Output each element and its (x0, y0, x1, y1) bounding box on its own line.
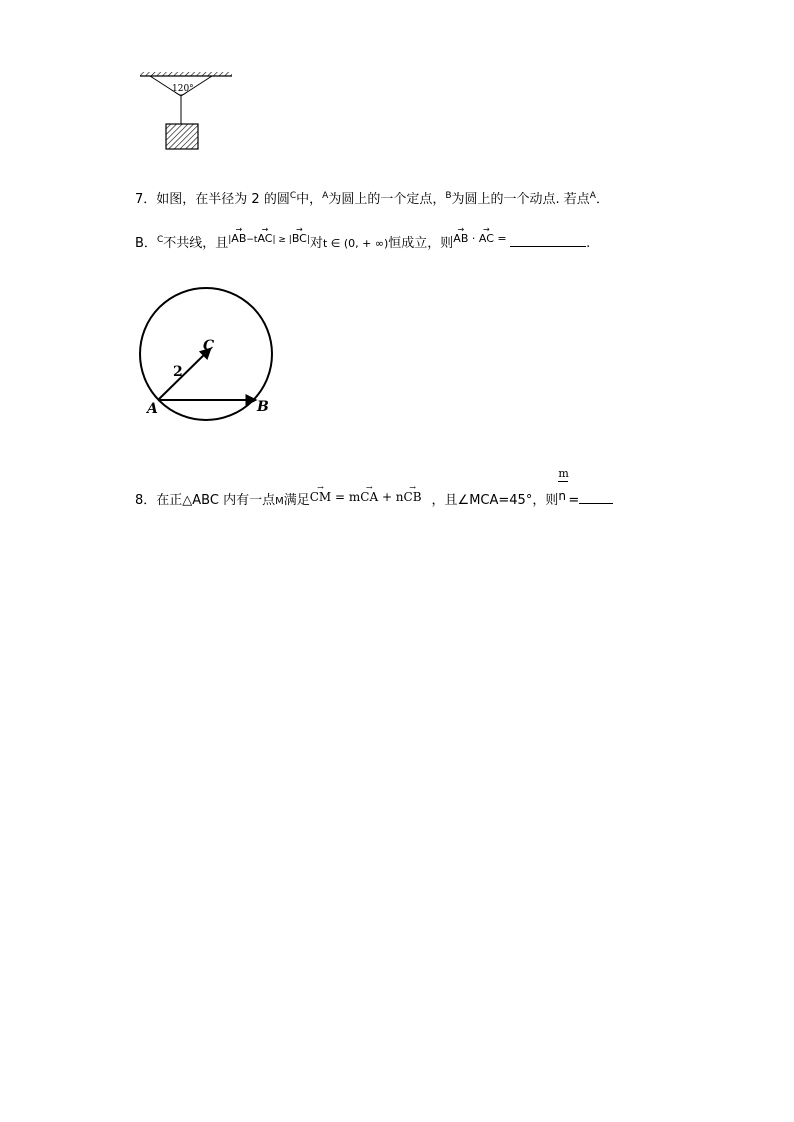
answer-blank-7[interactable] (510, 234, 586, 247)
point-b-2: B (135, 236, 144, 251)
inequality: $^|\to AB^{-t}\to AC^|$ ≥ |→ BC| (228, 237, 310, 250)
vector-equation: → CM = m→ CA + n→ CB (310, 490, 422, 504)
label-c: C (203, 338, 215, 354)
question-7-line-1: 7．如图，在半径为 2 的圆$^C$中，$^A$为圆上的一个定点，$^B$为圆上的一个动点. 若点$^A$． (135, 191, 609, 207)
point-c-2: C (156, 235, 164, 245)
fraction-m-over-n: $\frac{m}{n}$ (558, 467, 569, 503)
hanging-weight-figure (136, 68, 240, 154)
label-b: B (257, 399, 269, 415)
vector-cb: → CB (404, 489, 422, 505)
point-m: M (275, 496, 284, 507)
answer-blank-8[interactable] (579, 491, 613, 504)
vector-ca: → CA (360, 489, 378, 505)
circle-figure (136, 284, 280, 426)
question-7-line-2: B．$^C$不共线，且$^|\to AB^{-t}\to AC^|$ ≥ |→ BC|对t ∈ (0, + ∞)恒成立，则→ AB · → AC = . (135, 234, 590, 253)
label-radius: 2 (173, 364, 183, 380)
vector-ab: → AB (231, 231, 246, 247)
point-c: C (289, 191, 297, 201)
vector-ab-2: → AB (453, 231, 468, 247)
point-a: A (322, 191, 329, 201)
angle-label: 120° (172, 84, 194, 94)
vector-ac: → AC (257, 231, 272, 247)
label-a: A (147, 401, 158, 417)
vector-ac-2: → AC (479, 231, 494, 247)
vector-bc: → BC (292, 231, 307, 247)
point-a-2: A (589, 191, 596, 201)
question-number: 7． (135, 192, 157, 207)
question-8: 8．在正△ABC 内有一点M满足→ CM = m→ CA + n→ CB ，且∠MCA=45°，则 $\frac{m}{n}$ = (135, 488, 613, 510)
point-b: B (445, 191, 452, 201)
vector-cm: → CM (310, 489, 331, 505)
question-number: 8． (135, 493, 157, 508)
t-range: t ∈ (0, + ∞) (322, 237, 389, 250)
